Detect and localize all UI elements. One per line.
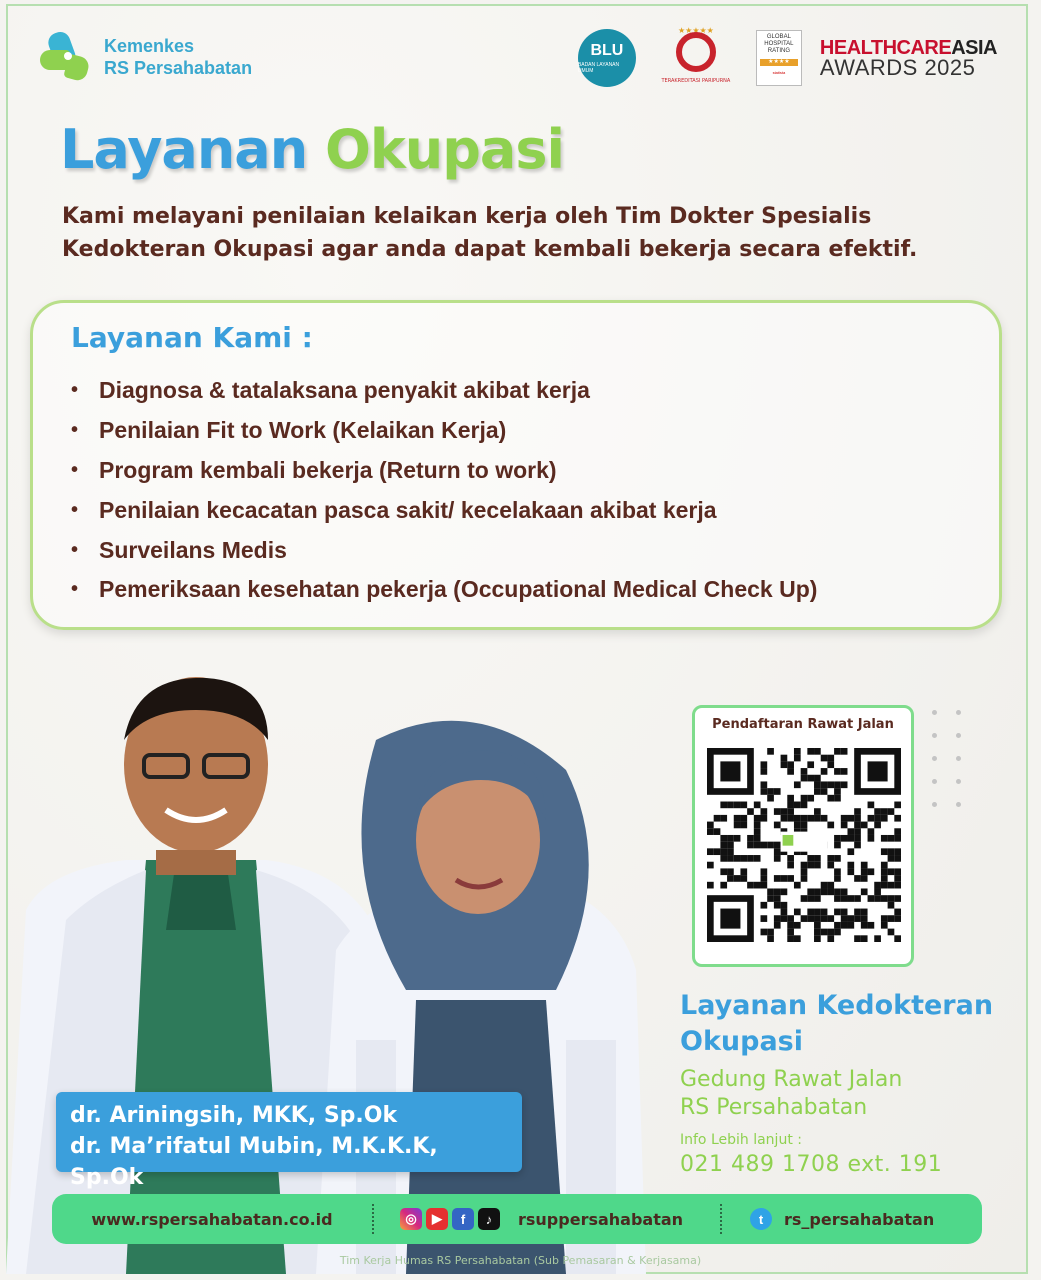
doctor-name-1: dr. Ariningsih, MKK, Sp.Ok: [70, 1103, 398, 1128]
doctor-names-label: [56, 1092, 522, 1190]
website-link[interactable]: www.rspersahabatan.co.id: [91, 1209, 333, 1229]
footer-bar: [52, 1194, 982, 1244]
instagram-icon[interactable]: ◎: [400, 1208, 422, 1230]
credit-text: Tim Kerja Humas RS Persahabatan (Sub Pemasaran & Kerjasama): [339, 1254, 702, 1267]
list-item: • Program kembali bekerja (Return to work): [71, 456, 557, 483]
tiktok-icon[interactable]: ♪: [478, 1208, 500, 1230]
list-item: • Penilaian Fit to Work (Kelaikan Kerja): [71, 417, 507, 444]
akreditasi-ring-icon: [676, 32, 716, 72]
intro-text: Kami melayani penilaian kelaikan kerja oleh Tim Dokter Spesialis Kedokteran Okupasi agar anda dapat kembali bekerja secara efektif.: [62, 204, 918, 262]
info-label: Info Lebih lanjut :: [680, 1132, 802, 1148]
social-handle[interactable]: rsuppersahabatan: [518, 1209, 684, 1229]
services-box: [30, 300, 1002, 630]
qr-card[interactable]: [692, 705, 914, 967]
kemenkes-logo[interactable]: [40, 30, 252, 84]
global-hospital-rating-badge: GLOBAL HOSPITAL RATING ★★★★ statista: [756, 30, 802, 86]
twitter-link[interactable]: [722, 1208, 934, 1230]
logo-line2: RS Persahabatan: [104, 58, 253, 78]
doctor-name-2: dr. Ma’rifatul Mubin, M.K.K.K, Sp.Ok: [70, 1134, 438, 1190]
services-heading: Layanan Kami :: [71, 321, 313, 354]
blu-badge: BLU BADAN LAYANAN UMUM: [578, 29, 636, 87]
twitter-icon[interactable]: t: [750, 1208, 772, 1230]
list-item: • Surveilans Medis: [71, 536, 287, 563]
healthcare-asia-awards-badge: HEALTHCAREASIA AWARDS 2025: [819, 37, 997, 80]
social-links: [374, 1208, 720, 1230]
star-icon: ★★★★★: [677, 26, 714, 35]
akreditasi-badge: ★★★★★ TERAKREDITASI PARIPURNA: [661, 26, 731, 84]
decorative-dots: [932, 710, 972, 810]
twitter-handle[interactable]: rs_persahabatan: [784, 1209, 935, 1229]
logo-line1: Kemenkes: [104, 36, 195, 56]
services-list: [71, 371, 817, 610]
phone-number[interactable]: 021 489 1708 ext. 191: [680, 1152, 943, 1177]
qr-code-icon[interactable]: [707, 748, 901, 942]
accreditation-badges: [578, 26, 997, 90]
facebook-icon[interactable]: f: [452, 1208, 474, 1230]
kemenkes-logo-icon: [40, 30, 94, 84]
page-title: Layanan Okupasi: [60, 118, 564, 181]
list-item: • Pemeriksaan kesehatan pekerja (Occupational Medical Check Up): [71, 576, 818, 603]
list-item: • Diagnosa & tatalaksana penyakit akibat kerja: [71, 377, 590, 404]
unit-name: Layanan Kedokteran Okupasi: [680, 990, 994, 1057]
location-text: Gedung Rawat Jalan RS Persahabatan: [680, 1067, 903, 1120]
youtube-icon[interactable]: ▶: [426, 1208, 448, 1230]
qr-caption: Pendaftaran Rawat Jalan: [712, 717, 894, 732]
list-item: • Penilaian kecacatan pasca sakit/ kecelakaan akibat kerja: [71, 496, 717, 523]
